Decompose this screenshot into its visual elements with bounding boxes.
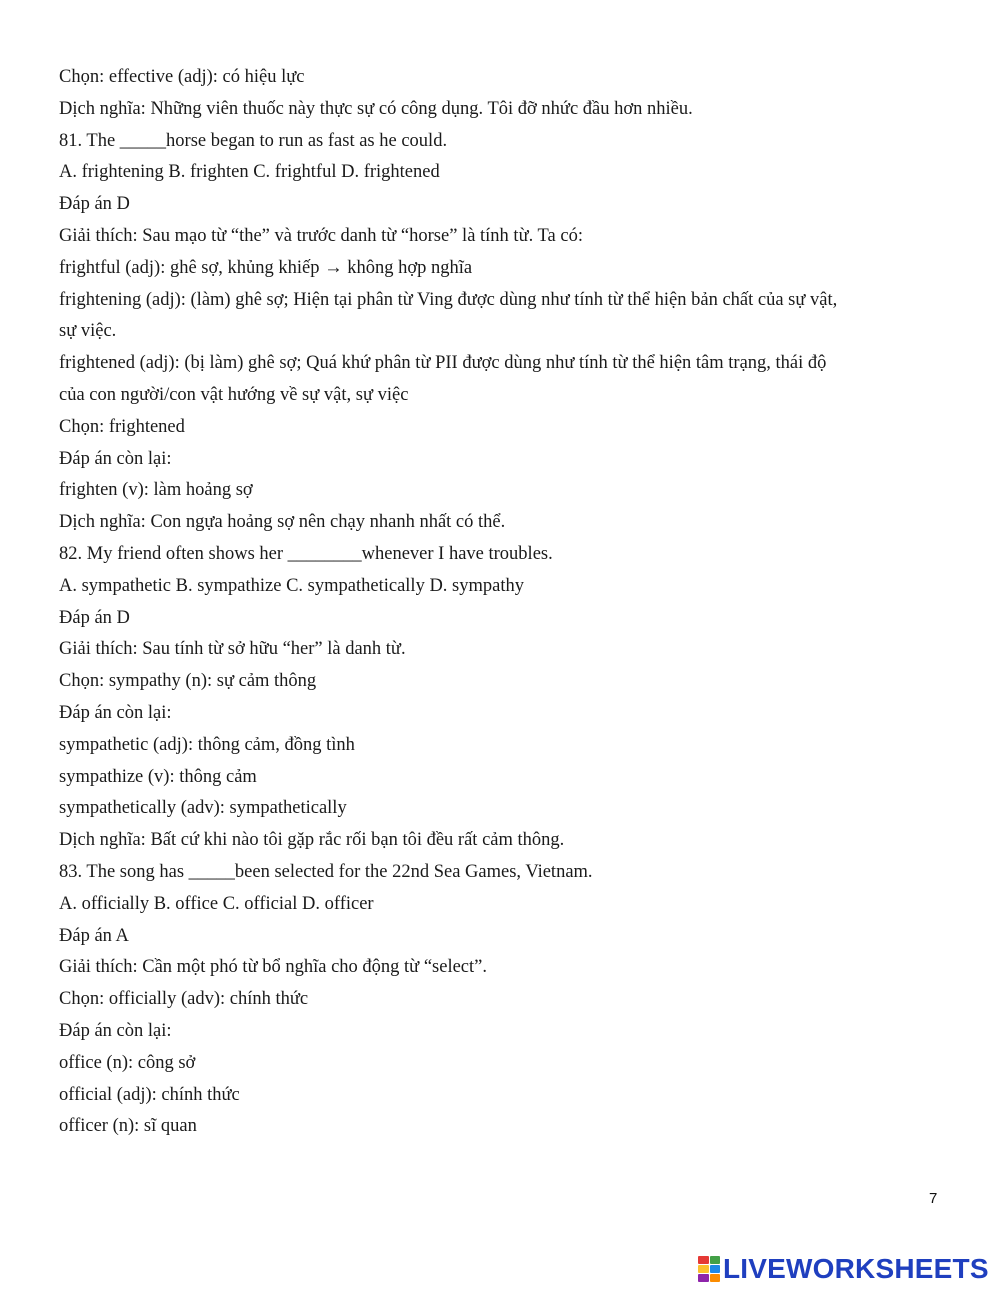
text-line: office (n): công sở: [59, 1052, 196, 1073]
text-line: Đáp án A: [59, 925, 129, 946]
text-line: Đáp án D: [59, 194, 130, 215]
text-line: Đáp án D: [59, 607, 130, 628]
text-line: Đáp án còn lại:: [59, 702, 172, 723]
text-line: Chọn: sympathy (n): sự cảm thông: [59, 671, 317, 692]
text-line: 83. The song has _____been selected for the 22nd Sea Games, Vietnam.: [59, 861, 593, 882]
document-body: [59, 62, 939, 1143]
text-line: 81. The _____horse began to run as fast as he could.: [59, 130, 448, 151]
text-line: Giải thích: Cần một phó từ bổ nghĩa cho động từ “select”.: [59, 957, 487, 978]
logo-block: [698, 1274, 709, 1282]
liveworksheets-logo: [698, 1254, 989, 1284]
page-number: 7: [929, 1190, 938, 1207]
text-line: A. officially B. office C. official D. officer: [59, 893, 374, 914]
text-line: Chọn: officially (adv): chính thức: [59, 989, 309, 1010]
text-line: Giải thích: Sau tính từ sở hữu “her” là danh từ.: [59, 639, 406, 660]
text-line: 82. My friend often shows her ________whenever I have troubles.: [59, 543, 553, 564]
text-line: Dịch nghĩa: Những viên thuốc này thực sự có công dụng. Tôi đỡ nhức đầu hơn nhiều.: [59, 98, 693, 119]
text-line: Đáp án còn lại:: [59, 448, 172, 469]
text-line: Chọn: effective (adj): có hiệu lực: [59, 67, 305, 87]
logo-block: [698, 1256, 709, 1264]
logo-block: [710, 1274, 721, 1282]
text-line: Dịch nghĩa: Con ngựa hoảng sợ nên chạy nhanh nhất có thể.: [59, 512, 506, 533]
text-line: Dịch nghĩa: Bất cứ khi nào tôi gặp rắc rối bạn tôi đều rất cảm thông.: [59, 830, 565, 851]
text-line: Đáp án còn lại:: [59, 1020, 172, 1041]
text-line: frighten (v): làm hoảng sợ: [59, 480, 253, 501]
text-line: Giải thích: Sau mạo từ “the” và trước danh từ “horse” là tính từ. Ta có:: [59, 225, 583, 246]
text-line: A. frightening B. frighten C. frightful D. frightened: [59, 162, 440, 183]
text-line: A. sympathetic B. sympathize C. sympathetically D. sympathy: [59, 575, 524, 596]
logo-text: LIVEWORKSHEETS: [723, 1253, 989, 1284]
text-line: Chọn: frightened: [59, 416, 185, 437]
text-line: sympathize (v): thông cảm: [59, 766, 257, 787]
logo-block: [698, 1265, 709, 1273]
text-line: frightful (adj): ghê sợ, khủng khiếp → không hợp nghĩa: [59, 257, 473, 278]
text-line: frightening (adj): (làm) ghê sợ; Hiện tại phân từ Ving được dùng như tính từ thể hiện bản chất của sự vật,: [59, 289, 838, 310]
text-line: sự việc.: [59, 321, 117, 342]
text-line: sympathetically (adv): sympathetically: [59, 798, 347, 819]
text-line: officer (n): sĩ quan: [59, 1116, 197, 1137]
text-line: frightened (adj): (bị làm) ghê sợ; Quá khứ phân từ PII được dùng như tính từ thể hiện tâm trạng, thái độ: [59, 353, 827, 374]
logo-block: [710, 1256, 721, 1264]
text-line: official (adj): chính thức: [59, 1084, 240, 1105]
text-line: sympathetic (adj): thông cảm, đồng tình: [59, 734, 355, 755]
logo-blocks-icon: [698, 1256, 720, 1282]
logo-block: [710, 1265, 721, 1273]
text-line: của con người/con vật hướng về sự vật, sự việc: [59, 384, 409, 405]
